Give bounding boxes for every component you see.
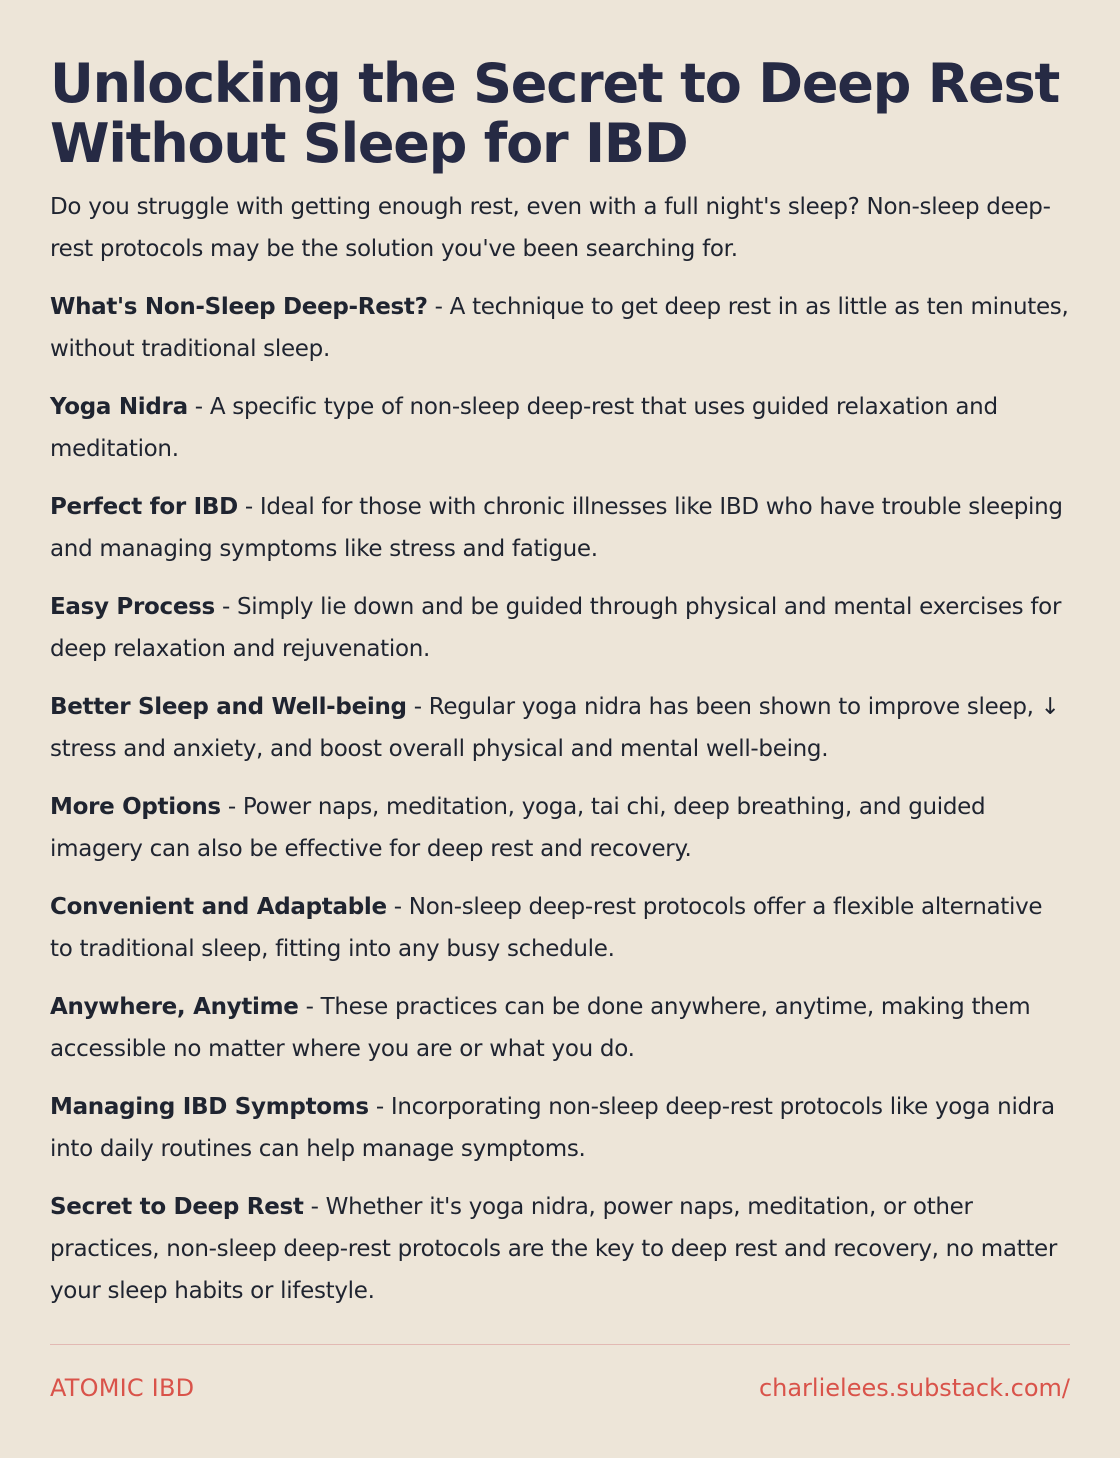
- list-item: [50, 986, 1070, 1070]
- intro-paragraph: Do you struggle with getting enough rest, even with a full night's sleep? Non-sleep deep-rest protocols may be the solution you've been searching for.: [50, 194, 1051, 262]
- item-term: What's Non-Sleep Deep-Rest?: [50, 294, 428, 320]
- list-item: [50, 686, 1070, 770]
- list-item: [50, 386, 1070, 470]
- item-term: Easy Process: [50, 594, 215, 620]
- item-term: Yoga Nidra: [50, 394, 188, 420]
- list-item: [50, 286, 1070, 370]
- page-title: Unlocking the Secret to Deep Rest Without Sleep for IBD: [50, 52, 1060, 175]
- item-description: - Ideal for those with chronic illnesses like IBD who have trouble sleeping and managing symptoms like stress and fatigue.: [50, 494, 1063, 562]
- list-item: [50, 1186, 1070, 1312]
- list-item: [50, 586, 1070, 670]
- item-term: Anywhere, Anytime: [50, 994, 299, 1020]
- item-description: - Regular yoga nidra has been shown to improve sleep, ↓ stress and anxiety, and boost overall physical and mental well-being.: [50, 694, 1060, 762]
- list-item: [50, 886, 1070, 970]
- list-item: [50, 786, 1070, 870]
- item-description: - Non-sleep deep-rest protocols offer a flexible alternative to traditional sleep, fitting into any busy schedule.: [50, 894, 1043, 962]
- item-term: Convenient and Adaptable: [50, 894, 387, 920]
- item-term: Better Sleep and Well-being: [50, 694, 407, 720]
- item-description: - Power naps, meditation, yoga, tai chi, deep breathing, and guided imagery can also be effective for deep rest and recovery.: [50, 794, 986, 862]
- footer-brand: ATOMIC IBD: [50, 1374, 195, 1402]
- footer-divider: [50, 1344, 1070, 1345]
- item-description: - A specific type of non-sleep deep-rest that uses guided relaxation and meditation.: [50, 394, 998, 462]
- item-description: - Incorporating non-sleep deep-rest protocols like yoga nidra into daily routines can help manage symptoms.: [50, 1094, 1055, 1162]
- list-item: [50, 486, 1070, 570]
- article: [50, 54, 1070, 1312]
- item-term: Secret to Deep Rest: [50, 1194, 304, 1220]
- item-description: - These practices can be done anywhere, anytime, making them accessible no matter where you are or what you do.: [50, 994, 1031, 1062]
- item-description: - A technique to get deep rest in as little as ten minutes, without traditional sleep.: [50, 294, 1069, 362]
- item-description: - Simply lie down and be guided through physical and mental exercises for deep relaxation and rejuvenation.: [50, 594, 1062, 662]
- item-term: More Options: [50, 794, 221, 820]
- item-description: - Whether it's yoga nidra, power naps, meditation, or other practices, non-sleep deep-rest protocols are the key to deep rest and recovery, no matter your sleep habits or lifestyle.: [50, 1194, 1058, 1304]
- item-term: Perfect for IBD: [50, 494, 238, 520]
- item-term: Managing IBD Symptoms: [50, 1094, 369, 1120]
- list-item: [50, 1086, 1070, 1170]
- footer-url: charlielees.substack.com/: [758, 1374, 1070, 1402]
- item-list: [50, 286, 1070, 1312]
